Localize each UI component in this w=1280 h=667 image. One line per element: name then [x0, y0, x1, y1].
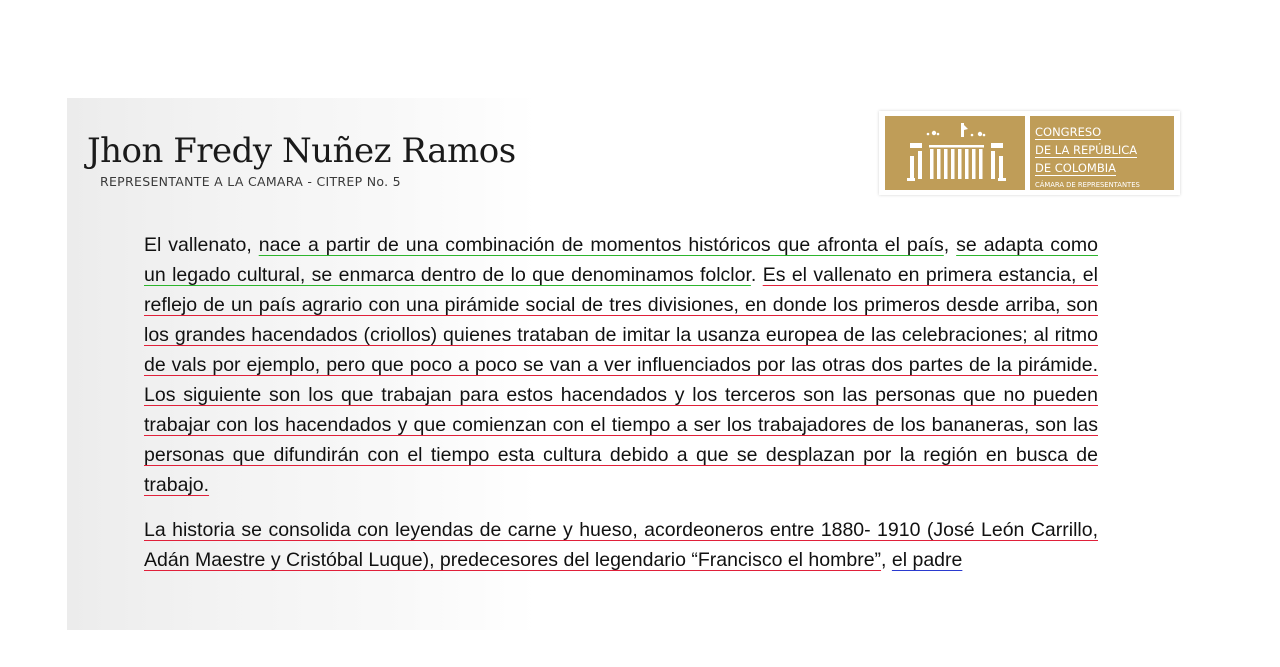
logo-line-camara: CÁMARA DE REPRESENTANTES — [1035, 181, 1140, 189]
logo-line-congreso: CONGRESO — [1035, 125, 1102, 139]
paragraph-vallenato-origin — [144, 230, 1098, 500]
paragraph-vallenato-history — [144, 515, 1098, 575]
text-run: El vallenato, — [144, 234, 259, 256]
logo-line-republica: DE LA REPÚBLICA — [1035, 143, 1138, 157]
logo-line-colombia: DE COLOMBIA — [1035, 161, 1116, 175]
representative-name: Jhon Fredy Nuñez Ramos — [87, 131, 516, 171]
congreso-logo-text — [1030, 116, 1174, 190]
capitol-building-icon — [885, 116, 1025, 190]
congreso-logo — [879, 111, 1180, 195]
document-body — [144, 230, 1098, 590]
text-run: , — [943, 234, 957, 256]
annotated-text-green: se adapta como un legado cultural, se enmarca dentro de lo que denominamos folclor — [144, 234, 1098, 286]
annotated-text-blue: el padre — [891, 549, 963, 571]
text-run: . — [750, 264, 763, 286]
annotated-text-red: La historia se consolida con leyendas de carne y hueso, acordeoneros entre 1880- 1910 (José León Carrillo, Adán Maestre y Cristóbal Luque), predecesores del legendario “Francisco el hombre” — [144, 519, 1098, 571]
representative-role: REPRESENTANTE A LA CAMARA - CITREP No. 5 — [100, 174, 401, 189]
annotated-text-red: Es el vallenato en primera estancia, el reflejo de un país agrario con una pirámide social de tres divisiones, en donde los primeros desde arriba, son los grandes hacendados (criollos) quienes trataban de imitar la usanza europea de las celebraciones; al ritmo de vals por ejemplo, pero que poco a poco se van a ver influenciados por las otras dos partes de la pirámide. Los siguiente son los que trabajan para estos hacendados y los terceros son las personas que no pueden trabajar con los hacendados y que comienzan con el tiempo a ser los trabajadores de los bananeras, son las personas que difundirán con el tiempo esta cultura debido a que se desplazan por la región en busca de trabajo. — [144, 264, 1098, 496]
document-page — [67, 98, 1280, 630]
text-run: , — [881, 549, 892, 571]
annotated-text-green: nace a partir de una combinación de momentos históricos que afronta el país — [258, 234, 944, 256]
